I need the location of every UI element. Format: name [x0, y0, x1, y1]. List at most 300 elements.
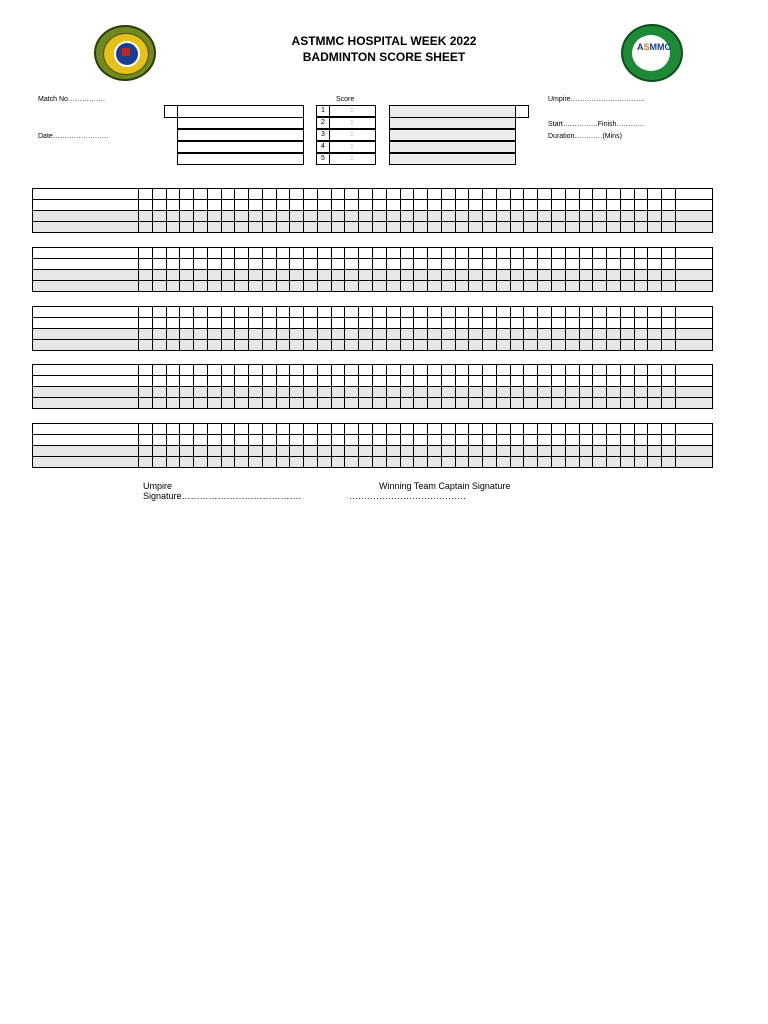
- point-cell[interactable]: [579, 457, 593, 468]
- total-cell[interactable]: [675, 307, 712, 318]
- point-cell[interactable]: [455, 200, 469, 211]
- point-cell[interactable]: [524, 211, 538, 222]
- point-cell[interactable]: [152, 270, 166, 281]
- point-cell[interactable]: [538, 222, 552, 233]
- point-cell[interactable]: [634, 387, 648, 398]
- point-cell[interactable]: [607, 398, 621, 409]
- point-cell[interactable]: [249, 435, 263, 446]
- point-cell[interactable]: [400, 259, 414, 270]
- point-cell[interactable]: [235, 200, 249, 211]
- point-cell[interactable]: [317, 446, 331, 457]
- point-cell[interactable]: [304, 281, 318, 292]
- point-cell[interactable]: [634, 211, 648, 222]
- point-cell[interactable]: [331, 340, 345, 351]
- point-cell[interactable]: [359, 222, 373, 233]
- point-cell[interactable]: [400, 340, 414, 351]
- point-cell[interactable]: [221, 329, 235, 340]
- point-cell[interactable]: [152, 307, 166, 318]
- point-cell[interactable]: [469, 259, 483, 270]
- point-cell[interactable]: [345, 189, 359, 200]
- point-cell[interactable]: [496, 376, 510, 387]
- point-cell[interactable]: [441, 318, 455, 329]
- point-cell[interactable]: [579, 446, 593, 457]
- point-cell[interactable]: [304, 457, 318, 468]
- point-cell[interactable]: [428, 318, 442, 329]
- point-cell[interactable]: [662, 200, 676, 211]
- point-cell[interactable]: [620, 307, 634, 318]
- point-cell[interactable]: [152, 248, 166, 259]
- point-cell[interactable]: [400, 398, 414, 409]
- point-cell[interactable]: [662, 340, 676, 351]
- point-cell[interactable]: [194, 365, 208, 376]
- point-cell[interactable]: [593, 211, 607, 222]
- point-cell[interactable]: [345, 248, 359, 259]
- point-cell[interactable]: [551, 435, 565, 446]
- point-cell[interactable]: [455, 387, 469, 398]
- point-cell[interactable]: [386, 248, 400, 259]
- point-cell[interactable]: [496, 259, 510, 270]
- right-player-field-3[interactable]: [389, 141, 516, 153]
- point-cell[interactable]: [455, 259, 469, 270]
- point-cell[interactable]: [139, 248, 153, 259]
- point-cell[interactable]: [386, 318, 400, 329]
- point-cell[interactable]: [276, 457, 290, 468]
- total-cell[interactable]: [675, 435, 712, 446]
- point-cell[interactable]: [345, 200, 359, 211]
- point-cell[interactable]: [194, 307, 208, 318]
- point-cell[interactable]: [662, 318, 676, 329]
- point-cell[interactable]: [290, 211, 304, 222]
- point-cell[interactable]: [524, 318, 538, 329]
- point-cell[interactable]: [634, 222, 648, 233]
- point-cell[interactable]: [428, 270, 442, 281]
- point-cell[interactable]: [469, 424, 483, 435]
- point-cell[interactable]: [483, 318, 497, 329]
- point-cell[interactable]: [620, 376, 634, 387]
- point-cell[interactable]: [221, 281, 235, 292]
- point-cell[interactable]: [483, 376, 497, 387]
- point-cell[interactable]: [152, 365, 166, 376]
- point-cell[interactable]: [345, 222, 359, 233]
- point-cell[interactable]: [579, 376, 593, 387]
- point-cell[interactable]: [249, 259, 263, 270]
- point-cell[interactable]: [152, 281, 166, 292]
- point-cell[interactable]: [538, 248, 552, 259]
- point-cell[interactable]: [290, 281, 304, 292]
- point-cell[interactable]: [428, 248, 442, 259]
- point-cell[interactable]: [249, 398, 263, 409]
- point-cell[interactable]: [139, 424, 153, 435]
- point-cell[interactable]: [262, 200, 276, 211]
- point-cell[interactable]: [331, 270, 345, 281]
- point-cell[interactable]: [345, 365, 359, 376]
- point-cell[interactable]: [139, 222, 153, 233]
- point-cell[interactable]: [317, 376, 331, 387]
- point-cell[interactable]: [551, 329, 565, 340]
- point-cell[interactable]: [290, 259, 304, 270]
- total-cell[interactable]: [675, 446, 712, 457]
- point-cell[interactable]: [565, 259, 579, 270]
- point-cell[interactable]: [400, 307, 414, 318]
- point-cell[interactable]: [304, 270, 318, 281]
- point-cell[interactable]: [359, 340, 373, 351]
- total-cell[interactable]: [675, 222, 712, 233]
- point-cell[interactable]: [593, 318, 607, 329]
- point-cell[interactable]: [662, 281, 676, 292]
- point-cell[interactable]: [166, 446, 180, 457]
- point-cell[interactable]: [194, 200, 208, 211]
- point-cell[interactable]: [469, 435, 483, 446]
- point-cell[interactable]: [455, 376, 469, 387]
- point-cell[interactable]: [483, 365, 497, 376]
- point-cell[interactable]: [317, 307, 331, 318]
- point-cell[interactable]: [304, 200, 318, 211]
- point-cell[interactable]: [593, 259, 607, 270]
- point-cell[interactable]: [551, 259, 565, 270]
- point-cell[interactable]: [166, 270, 180, 281]
- point-cell[interactable]: [345, 211, 359, 222]
- point-cell[interactable]: [414, 340, 428, 351]
- point-cell[interactable]: [276, 446, 290, 457]
- point-cell[interactable]: [180, 259, 194, 270]
- point-cell[interactable]: [276, 222, 290, 233]
- point-cell[interactable]: [290, 340, 304, 351]
- point-cell[interactable]: [634, 435, 648, 446]
- point-cell[interactable]: [400, 222, 414, 233]
- point-cell[interactable]: [373, 248, 387, 259]
- point-cell[interactable]: [331, 248, 345, 259]
- point-cell[interactable]: [386, 365, 400, 376]
- point-cell[interactable]: [648, 270, 662, 281]
- point-cell[interactable]: [648, 424, 662, 435]
- point-cell[interactable]: [648, 259, 662, 270]
- point-cell[interactable]: [538, 307, 552, 318]
- point-cell[interactable]: [428, 211, 442, 222]
- point-cell[interactable]: [524, 222, 538, 233]
- point-cell[interactable]: [221, 211, 235, 222]
- total-cell[interactable]: [675, 259, 712, 270]
- point-cell[interactable]: [428, 340, 442, 351]
- point-cell[interactable]: [469, 318, 483, 329]
- point-cell[interactable]: [524, 424, 538, 435]
- point-cell[interactable]: [194, 259, 208, 270]
- point-cell[interactable]: [386, 446, 400, 457]
- point-cell[interactable]: [469, 248, 483, 259]
- point-cell[interactable]: [579, 222, 593, 233]
- point-cell[interactable]: [551, 281, 565, 292]
- point-cell[interactable]: [469, 270, 483, 281]
- point-cell[interactable]: [593, 307, 607, 318]
- point-cell[interactable]: [139, 398, 153, 409]
- point-cell[interactable]: [166, 435, 180, 446]
- point-cell[interactable]: [620, 281, 634, 292]
- point-cell[interactable]: [634, 270, 648, 281]
- point-cell[interactable]: [483, 200, 497, 211]
- point-cell[interactable]: [235, 222, 249, 233]
- point-cell[interactable]: [139, 446, 153, 457]
- point-cell[interactable]: [441, 200, 455, 211]
- point-cell[interactable]: [607, 248, 621, 259]
- point-cell[interactable]: [276, 248, 290, 259]
- point-cell[interactable]: [510, 376, 524, 387]
- point-cell[interactable]: [510, 248, 524, 259]
- point-cell[interactable]: [414, 318, 428, 329]
- player-name-cell[interactable]: [33, 222, 139, 233]
- point-cell[interactable]: [139, 457, 153, 468]
- point-cell[interactable]: [304, 376, 318, 387]
- point-cell[interactable]: [207, 200, 221, 211]
- point-cell[interactable]: [565, 376, 579, 387]
- point-cell[interactable]: [524, 365, 538, 376]
- point-cell[interactable]: [276, 365, 290, 376]
- point-cell[interactable]: [373, 200, 387, 211]
- point-cell[interactable]: [262, 248, 276, 259]
- point-cell[interactable]: [428, 329, 442, 340]
- player-name-cell[interactable]: [33, 200, 139, 211]
- point-cell[interactable]: [180, 387, 194, 398]
- point-cell[interactable]: [359, 424, 373, 435]
- point-cell[interactable]: [414, 248, 428, 259]
- point-cell[interactable]: [510, 329, 524, 340]
- point-cell[interactable]: [648, 248, 662, 259]
- point-cell[interactable]: [276, 340, 290, 351]
- point-cell[interactable]: [249, 457, 263, 468]
- point-cell[interactable]: [579, 248, 593, 259]
- point-cell[interactable]: [345, 457, 359, 468]
- point-cell[interactable]: [207, 281, 221, 292]
- score-row-1[interactable]: [316, 105, 376, 117]
- point-cell[interactable]: [152, 211, 166, 222]
- point-cell[interactable]: [166, 387, 180, 398]
- point-cell[interactable]: [373, 211, 387, 222]
- point-cell[interactable]: [139, 211, 153, 222]
- point-cell[interactable]: [524, 200, 538, 211]
- point-cell[interactable]: [634, 318, 648, 329]
- point-cell[interactable]: [620, 222, 634, 233]
- point-cell[interactable]: [428, 281, 442, 292]
- point-cell[interactable]: [235, 189, 249, 200]
- point-cell[interactable]: [579, 307, 593, 318]
- point-cell[interactable]: [579, 387, 593, 398]
- point-cell[interactable]: [194, 281, 208, 292]
- point-cell[interactable]: [496, 211, 510, 222]
- point-cell[interactable]: [373, 340, 387, 351]
- point-cell[interactable]: [414, 259, 428, 270]
- point-cell[interactable]: [373, 270, 387, 281]
- point-cell[interactable]: [139, 200, 153, 211]
- point-cell[interactable]: [414, 189, 428, 200]
- point-cell[interactable]: [483, 259, 497, 270]
- total-cell[interactable]: [675, 376, 712, 387]
- point-cell[interactable]: [207, 318, 221, 329]
- point-cell[interactable]: [593, 200, 607, 211]
- point-cell[interactable]: [207, 329, 221, 340]
- point-cell[interactable]: [139, 376, 153, 387]
- point-cell[interactable]: [662, 457, 676, 468]
- point-cell[interactable]: [317, 222, 331, 233]
- point-cell[interactable]: [469, 200, 483, 211]
- point-cell[interactable]: [510, 189, 524, 200]
- point-cell[interactable]: [249, 424, 263, 435]
- point-cell[interactable]: [524, 281, 538, 292]
- point-cell[interactable]: [400, 200, 414, 211]
- point-cell[interactable]: [455, 270, 469, 281]
- point-cell[interactable]: [551, 189, 565, 200]
- point-cell[interactable]: [262, 222, 276, 233]
- point-cell[interactable]: [607, 376, 621, 387]
- point-cell[interactable]: [400, 189, 414, 200]
- point-cell[interactable]: [441, 248, 455, 259]
- right-player-field-4[interactable]: [389, 153, 516, 165]
- point-cell[interactable]: [565, 281, 579, 292]
- point-cell[interactable]: [207, 211, 221, 222]
- total-cell[interactable]: [675, 211, 712, 222]
- point-cell[interactable]: [496, 365, 510, 376]
- point-cell[interactable]: [359, 376, 373, 387]
- point-cell[interactable]: [565, 222, 579, 233]
- point-cell[interactable]: [579, 365, 593, 376]
- point-cell[interactable]: [620, 435, 634, 446]
- point-cell[interactable]: [331, 307, 345, 318]
- player-name-cell[interactable]: [33, 270, 139, 281]
- point-cell[interactable]: [194, 329, 208, 340]
- right-serve-box[interactable]: [515, 105, 529, 118]
- point-cell[interactable]: [565, 365, 579, 376]
- point-cell[interactable]: [262, 307, 276, 318]
- point-cell[interactable]: [221, 457, 235, 468]
- point-cell[interactable]: [304, 340, 318, 351]
- point-cell[interactable]: [359, 189, 373, 200]
- player-name-cell[interactable]: [33, 424, 139, 435]
- point-cell[interactable]: [551, 270, 565, 281]
- point-cell[interactable]: [290, 307, 304, 318]
- point-cell[interactable]: [290, 200, 304, 211]
- point-cell[interactable]: [662, 307, 676, 318]
- point-cell[interactable]: [194, 398, 208, 409]
- point-cell[interactable]: [304, 365, 318, 376]
- point-cell[interactable]: [483, 435, 497, 446]
- point-cell[interactable]: [317, 281, 331, 292]
- point-cell[interactable]: [152, 457, 166, 468]
- point-cell[interactable]: [662, 435, 676, 446]
- point-cell[interactable]: [235, 211, 249, 222]
- point-cell[interactable]: [180, 307, 194, 318]
- point-cell[interactable]: [455, 446, 469, 457]
- point-cell[interactable]: [276, 387, 290, 398]
- point-cell[interactable]: [221, 248, 235, 259]
- player-name-cell[interactable]: [33, 259, 139, 270]
- point-cell[interactable]: [620, 259, 634, 270]
- point-cell[interactable]: [235, 376, 249, 387]
- point-cell[interactable]: [441, 446, 455, 457]
- point-cell[interactable]: [235, 424, 249, 435]
- player-name-cell[interactable]: [33, 318, 139, 329]
- point-cell[interactable]: [180, 318, 194, 329]
- point-cell[interactable]: [207, 270, 221, 281]
- point-cell[interactable]: [483, 457, 497, 468]
- point-cell[interactable]: [620, 248, 634, 259]
- left-serve-box[interactable]: [164, 105, 178, 118]
- point-cell[interactable]: [139, 340, 153, 351]
- point-cell[interactable]: [359, 365, 373, 376]
- point-cell[interactable]: [235, 248, 249, 259]
- point-cell[interactable]: [538, 424, 552, 435]
- point-cell[interactable]: [648, 457, 662, 468]
- point-cell[interactable]: [496, 281, 510, 292]
- point-cell[interactable]: [538, 376, 552, 387]
- point-cell[interactable]: [345, 318, 359, 329]
- point-cell[interactable]: [331, 376, 345, 387]
- point-cell[interactable]: [304, 259, 318, 270]
- score-row-3[interactable]: [316, 129, 376, 141]
- point-cell[interactable]: [565, 211, 579, 222]
- point-cell[interactable]: [428, 200, 442, 211]
- point-cell[interactable]: [551, 340, 565, 351]
- point-cell[interactable]: [620, 424, 634, 435]
- point-cell[interactable]: [579, 340, 593, 351]
- point-cell[interactable]: [139, 307, 153, 318]
- point-cell[interactable]: [414, 211, 428, 222]
- point-cell[interactable]: [166, 329, 180, 340]
- point-cell[interactable]: [538, 340, 552, 351]
- point-cell[interactable]: [166, 281, 180, 292]
- point-cell[interactable]: [510, 259, 524, 270]
- point-cell[interactable]: [166, 200, 180, 211]
- point-cell[interactable]: [607, 424, 621, 435]
- point-cell[interactable]: [400, 318, 414, 329]
- total-cell[interactable]: [675, 340, 712, 351]
- point-cell[interactable]: [152, 340, 166, 351]
- point-cell[interactable]: [441, 281, 455, 292]
- point-cell[interactable]: [538, 398, 552, 409]
- point-cell[interactable]: [166, 307, 180, 318]
- point-cell[interactable]: [180, 340, 194, 351]
- point-cell[interactable]: [593, 387, 607, 398]
- point-cell[interactable]: [538, 318, 552, 329]
- point-cell[interactable]: [290, 457, 304, 468]
- point-cell[interactable]: [139, 387, 153, 398]
- point-cell[interactable]: [483, 446, 497, 457]
- point-cell[interactable]: [180, 457, 194, 468]
- point-cell[interactable]: [441, 424, 455, 435]
- point-cell[interactable]: [276, 259, 290, 270]
- point-cell[interactable]: [290, 446, 304, 457]
- point-cell[interactable]: [414, 307, 428, 318]
- point-cell[interactable]: [496, 248, 510, 259]
- point-cell[interactable]: [662, 424, 676, 435]
- point-cell[interactable]: [565, 318, 579, 329]
- point-cell[interactable]: [249, 189, 263, 200]
- point-cell[interactable]: [496, 270, 510, 281]
- point-cell[interactable]: [538, 189, 552, 200]
- point-cell[interactable]: [510, 200, 524, 211]
- point-cell[interactable]: [221, 200, 235, 211]
- point-cell[interactable]: [386, 398, 400, 409]
- point-cell[interactable]: [373, 398, 387, 409]
- point-cell[interactable]: [400, 281, 414, 292]
- point-cell[interactable]: [551, 211, 565, 222]
- point-cell[interactable]: [469, 222, 483, 233]
- point-cell[interactable]: [607, 387, 621, 398]
- point-cell[interactable]: [180, 211, 194, 222]
- point-cell[interactable]: [455, 307, 469, 318]
- point-cell[interactable]: [400, 211, 414, 222]
- point-cell[interactable]: [441, 222, 455, 233]
- point-cell[interactable]: [634, 340, 648, 351]
- point-cell[interactable]: [510, 270, 524, 281]
- point-cell[interactable]: [249, 387, 263, 398]
- point-cell[interactable]: [386, 376, 400, 387]
